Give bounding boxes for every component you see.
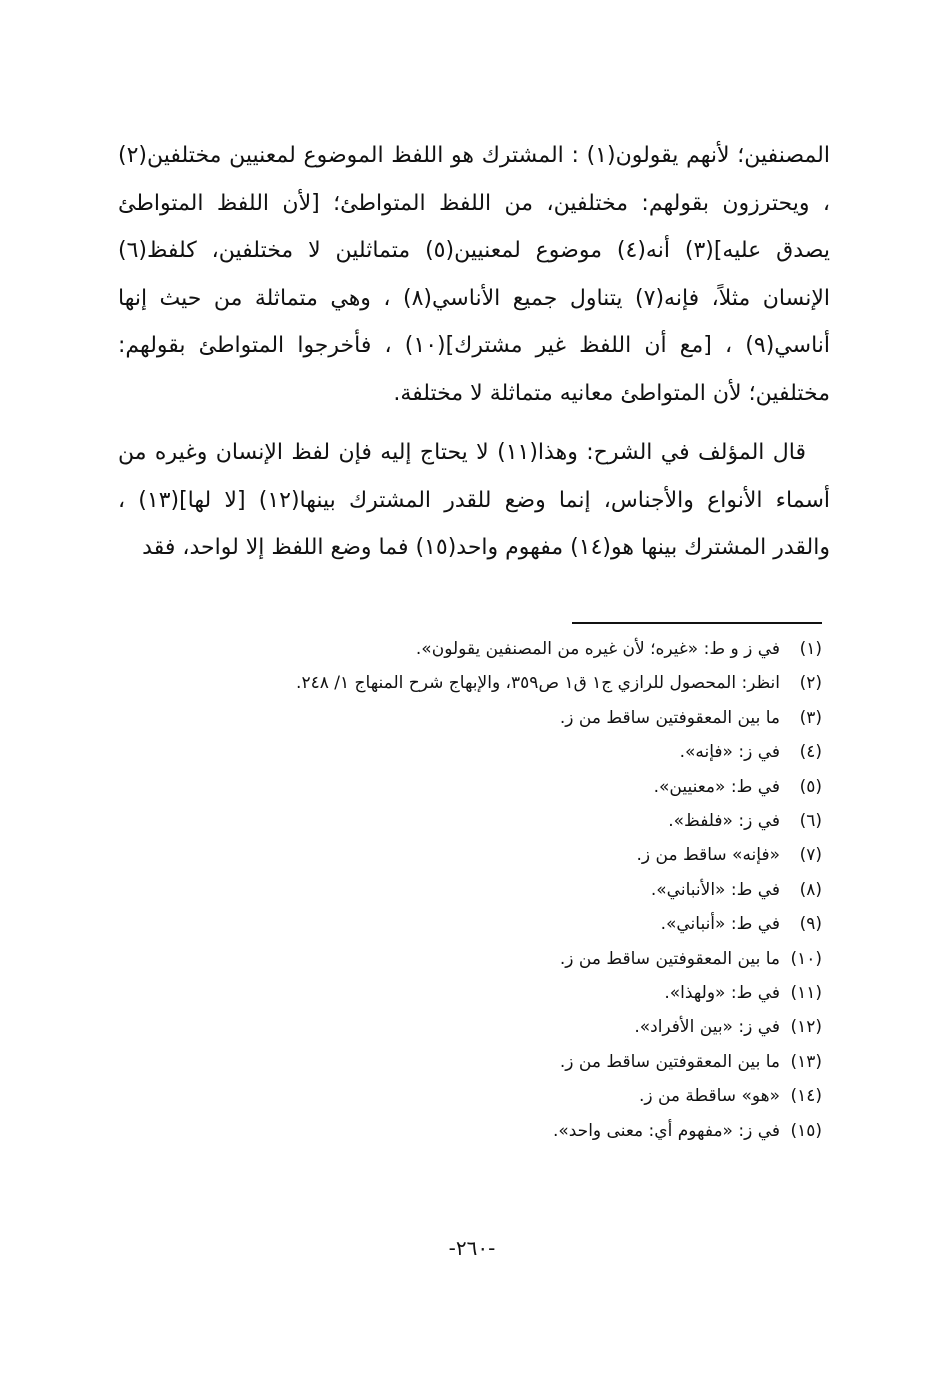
footnote-text: «فإنه» ساقط من ز.	[636, 845, 780, 866]
footnote-number: (١٣)	[790, 1051, 822, 1072]
footnote-number: (٦)	[799, 811, 822, 832]
footnote-text: ما بين المعقوفتين ساقط من ز.	[559, 707, 780, 728]
footnote	[118, 976, 822, 1010]
footnote	[118, 666, 822, 700]
footnote	[118, 873, 822, 907]
footnote-text: ما بين المعقوفتين ساقط من ز.	[559, 948, 780, 969]
footnote	[118, 1045, 822, 1079]
footnote-separator	[572, 622, 822, 624]
footnote-text: انظر: المحصول للرازي ج١ ق١ ص٣٥٩، والإبهاج شرح المنهاج ١/ ٢٤٨.	[296, 673, 780, 694]
footnote	[118, 701, 822, 735]
paragraph: قال المؤلف في الشرح: وهذا(١١) لا يحتاج إليه فإن لفظ الإنسان وغيره من أسماء الأنواع والأجناس، إنما وضع للقدر المشترك بينها(١٢) [لا لها](١٣) ، والقدر المشترك بينها هو(١٤) مفهوم واحد(١٥) فما وضع اللفظ إلا لواحد، فقد	[118, 440, 830, 560]
footnote-text: ما بين المعقوفتين ساقط من ز.	[559, 1051, 780, 1072]
footnote-number: (٥)	[799, 776, 822, 797]
footnote-number: (٧)	[799, 845, 822, 866]
footnote-number: (١٢)	[790, 1017, 822, 1038]
footnote-number: (١٤)	[790, 1086, 822, 1107]
footnote-text: في ز: «بين الأفراد».	[634, 1017, 780, 1038]
footnote-number: (١١)	[790, 983, 822, 1004]
footnote-number: (١٥)	[790, 1120, 822, 1141]
footnote-number: (١)	[799, 639, 822, 659]
footnote	[118, 1010, 822, 1044]
footnote-number: (٨)	[799, 879, 822, 900]
footnote-number: (٢)	[799, 673, 822, 694]
footnote-text: «هو» ساقطة من ز.	[638, 1086, 780, 1107]
footnote-text: في ز و ط: «غيره؛ لأن غيره من المصنفين يقولون».	[415, 639, 780, 659]
page-number: -٢٦٠-	[448, 1236, 496, 1260]
footnote	[118, 632, 822, 666]
footnote	[118, 1079, 822, 1113]
footnote-text: في ط: «الأنباني».	[650, 879, 780, 900]
footnote-number: (٣)	[799, 707, 822, 728]
footnote-text: في ز: «فلفظ».	[668, 811, 780, 832]
footnote-text: في ط: «ولهذا».	[664, 983, 780, 1004]
footnote-text: في ز: «مفهوم أي: معنى واحد».	[552, 1120, 780, 1141]
paragraph: المصنفين؛ لأنهم يقولون(١) : المشترك هو اللفظ الموضوع لمعنيين مختلفين(٢) ، ويحترزون بقولهم: مختلفين، من اللفظ المتواطئ؛ [لأن اللفظ المتواطئ يصدق عليه](٣) أنه(٤) موضوع لمعنيين(٥) متماثلين لا مختلفين، كلفظ(٦) الإنسان مثلاً، فإنه(٧) يتناول جميع الأناسي(٨) ، وهي متماثلة من حيث إنها أناسي(٩) ، [مع أن اللفظ غير مشترك](١٠) ، فأخرجوا المتواطئ بقولهم: مختلفين؛ لأن المتواطئ معانيه متماثلة لا مختلفة.	[118, 143, 831, 406]
footnotes-list	[118, 632, 822, 1148]
footnote	[118, 804, 822, 838]
footnote-number: (١٠)	[790, 948, 822, 969]
main-text	[118, 132, 830, 572]
footnote-number: (٩)	[799, 914, 822, 935]
footnote	[118, 735, 822, 769]
footnote-number: (٤)	[799, 742, 822, 763]
footnote	[118, 907, 822, 941]
footnote-text: في ز: «فإنه».	[679, 742, 780, 763]
footnote	[118, 838, 822, 872]
footnote	[118, 770, 822, 804]
footnote-text: في ط: «معنيين».	[653, 776, 780, 797]
footnote	[118, 1114, 822, 1148]
footnote	[118, 942, 822, 976]
footnote-text: في ط: «أنباني».	[660, 914, 780, 935]
